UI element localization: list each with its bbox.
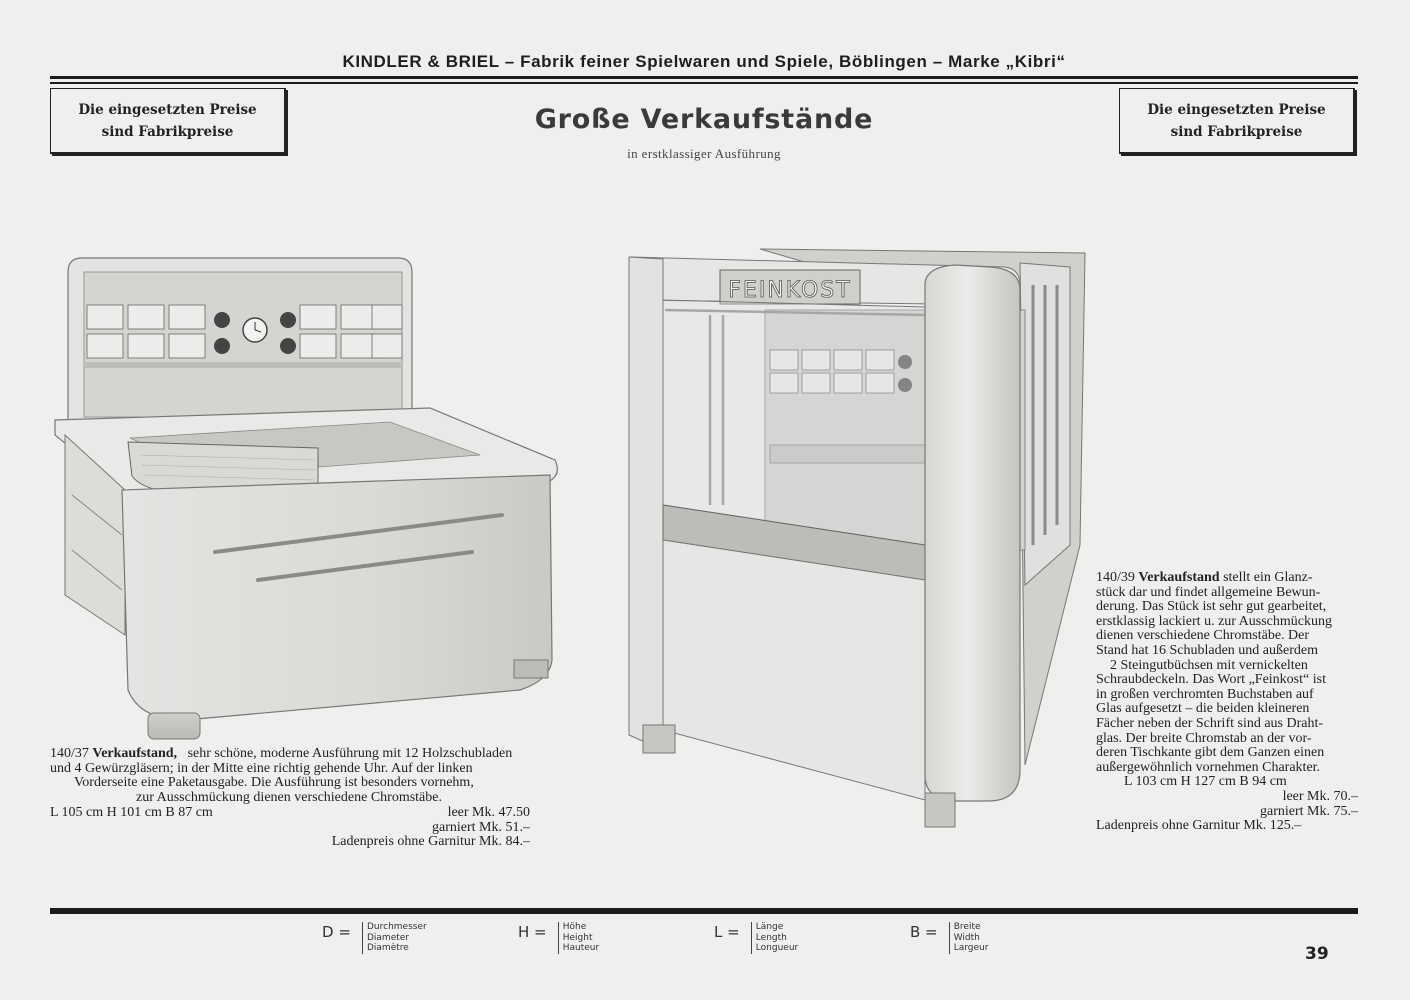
feinkost-stand-140-39-illustration (625, 245, 1090, 830)
price-note-left (50, 88, 286, 154)
item-140-37-line3: Vorderseite eine Paketausgabe. Die Ausführung ist besonders vornehm, (74, 775, 474, 791)
item-140-39-line0 (1096, 571, 1358, 586)
item-140-39-price-retail: Ladenpreis ohne Garnitur Mk. 125.– (1096, 818, 1302, 834)
legend-length-en: Length (755, 932, 787, 943)
legend-width-en: Width (953, 932, 980, 943)
item-140-39-text-5: Stand hat 16 Schubladen und außerdem (1096, 642, 1319, 658)
legend-diameter-de: Durchmesser (366, 922, 427, 932)
legend-width-de: Breite (953, 922, 981, 932)
legend-length (714, 922, 798, 954)
legend-length-symbol: L = (714, 923, 740, 941)
item-140-39-text-12: deren Tischkante gibt dem Ganzen einen (1096, 745, 1325, 761)
footer-rule (50, 908, 1358, 914)
header-rule-bottom (50, 82, 1358, 84)
item-140-39-number: 140/39 (1096, 570, 1135, 585)
legend-height-fr: Hauteur (562, 943, 600, 953)
item-140-37-line4: zur Ausschmückung dienen verschiedene Chromstäbe. (136, 789, 442, 805)
item-140-39-price-empty: leer Mk. 70.– (1282, 789, 1358, 804)
item-140-37-description (50, 747, 580, 805)
legend-height-symbol: H = (518, 923, 547, 941)
item-140-39-text-2: derung. Das Stück ist sehr gut gearbeitet, (1096, 599, 1327, 615)
price-note-right-line2: sind Fabrikpreise (1170, 124, 1303, 140)
item-140-39-text-9: Glas aufgesetzt – die beiden kleineren (1096, 701, 1310, 717)
item-140-39-text-8: in großen verchromten Buchstaben auf (1096, 686, 1314, 702)
item-140-37-price-empty: leer Mk. 47.50 (447, 805, 530, 820)
item-140-37-price-garnished: garniert Mk. 51.– (432, 819, 530, 835)
item-140-39-text-1: stück dar und findet allgemeine Bewun- (1096, 584, 1321, 600)
header-rule-top (50, 76, 1358, 79)
item-140-39-price-garnished: garniert Mk. 75.– (1260, 803, 1358, 819)
item-140-37-dimensions: L 105 cm H 101 cm B 87 cm (50, 805, 213, 820)
price-note-left-line2: sind Fabrikpreise (101, 124, 234, 140)
item-140-39-description (1096, 571, 1358, 790)
legend-height-en: Height (562, 932, 593, 943)
legend-diameter-fr: Diamètre (366, 943, 409, 953)
legend-diameter-symbol: D = (322, 923, 351, 941)
item-140-39-text-3: erstklassig lackiert u. zur Ausschmückung (1096, 613, 1333, 629)
price-note-right (1119, 88, 1355, 154)
page-subtitle: in erstklassiger Ausführung (627, 146, 781, 161)
legend-width (910, 922, 988, 954)
item-140-39-name: Verkaufstand (1138, 570, 1220, 585)
page-header: KINDLER & BRIEL – Fabrik feiner Spielwaren und Spiele, Böblingen – Marke „Kibri“ (342, 52, 1066, 71)
item-140-37-prices (300, 806, 530, 850)
item-140-37-text1: sehr schöne, moderne Ausführung mit 12 Holzschubladen (187, 746, 513, 761)
legend-height-de: Höhe (562, 922, 587, 932)
item-140-37-number: 140/37 (50, 746, 89, 761)
page-number: 39 (1305, 944, 1329, 964)
item-140-37-line1 (50, 747, 580, 762)
item-140-39-text-0: stellt ein Glanz- (1223, 570, 1313, 585)
price-note-left-line1: Die eingesetzten Preise (78, 102, 257, 118)
feinkost-sign: FEINKOST (728, 278, 852, 303)
legend-diameter (322, 922, 427, 954)
item-140-39-text-11: glas. Der breite Chromstab an der vor- (1096, 730, 1312, 746)
item-140-39-text-10: Fächer neben der Schrift sind aus Draht- (1096, 715, 1324, 731)
price-note-right-line1: Die eingesetzten Preise (1147, 102, 1326, 118)
item-140-39-prices (1096, 790, 1358, 834)
item-140-37-line2: und 4 Gewürzgläsern; in der Mitte eine richtig gehende Uhr. Auf der linken (50, 760, 473, 776)
legend-diameter-en: Diameter (366, 932, 410, 943)
legend-height (518, 922, 599, 954)
legend-width-fr: Largeur (953, 943, 989, 953)
item-140-39-dimensions: L 103 cm H 127 cm B 94 cm (1124, 774, 1287, 790)
legend-length-de: Länge (755, 922, 784, 932)
item-140-39-text-7: Schraubdeckeln. Das Wort „Feinkost“ ist (1096, 672, 1326, 688)
item-140-37-name: Verkaufstand, (92, 746, 178, 761)
item-140-37-price-retail: Ladenpreis ohne Garnitur Mk. 84.– (331, 834, 530, 850)
item-140-39-text-6: 2 Steingutbüchsen mit vernickelten (1110, 657, 1308, 673)
legend-width-symbol: B = (910, 923, 938, 941)
legend-length-fr: Longueur (755, 943, 799, 953)
counter-140-37-illustration (50, 250, 565, 745)
item-140-39-text-4: dienen verschiedene Chromstäbe. Der (1096, 628, 1310, 644)
item-140-39-text-13: außergewöhnlich vornehmen Charakter. (1096, 759, 1321, 775)
page-title: Große Verkaufstände (534, 104, 874, 135)
